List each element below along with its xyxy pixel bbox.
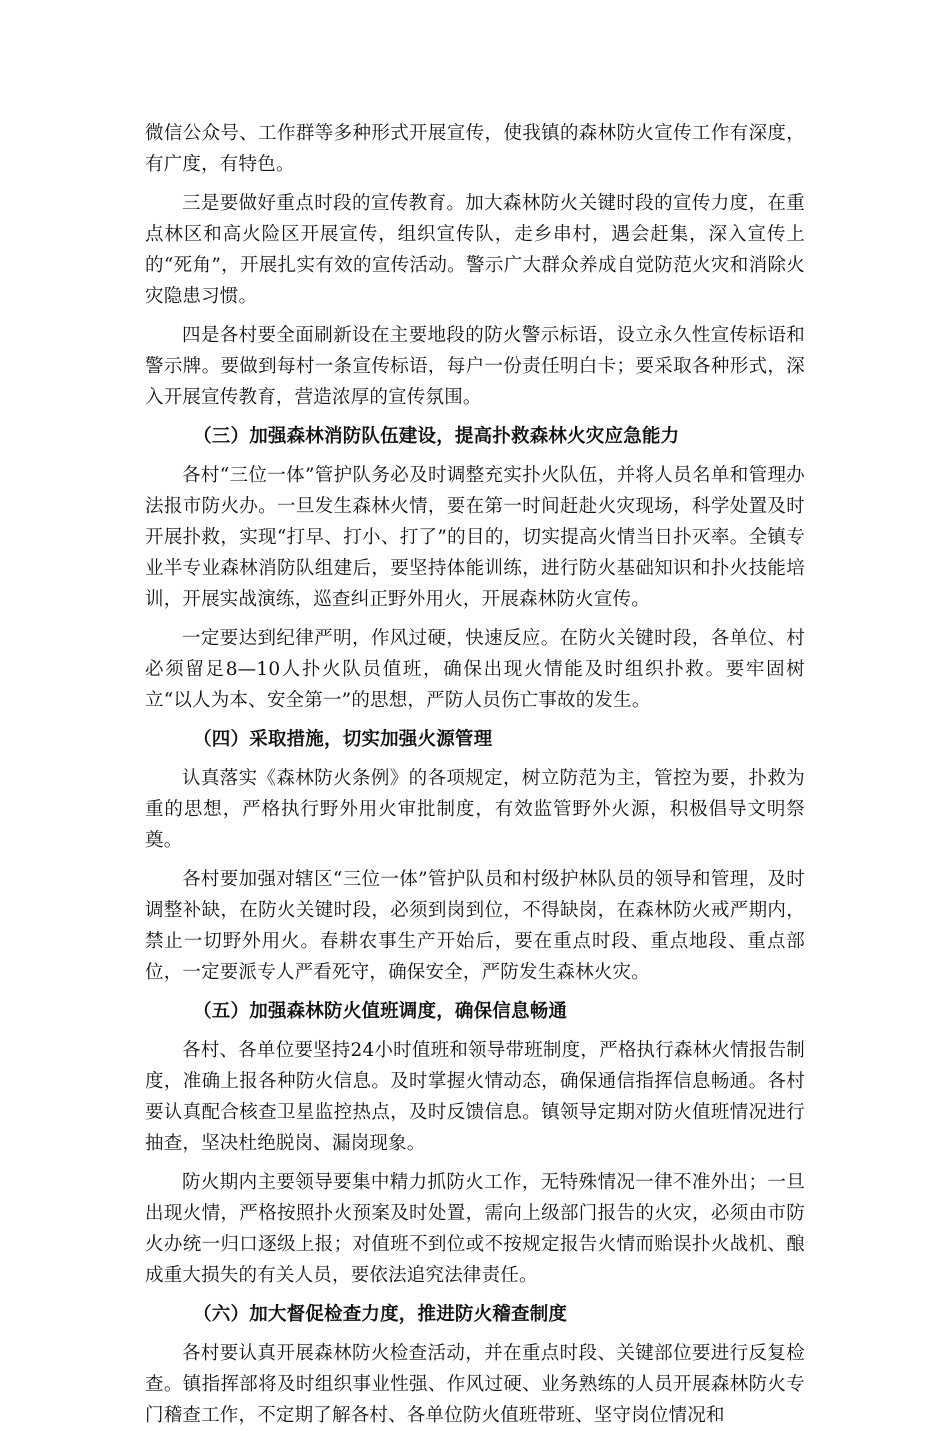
paragraph: 各村、各单位要坚持24小时值班和领导带班制度，严格执行森林火情报告制度，准确上报各种防火信息。及时掌握火情动态，确保通信指挥信息畅通。各村要认真配合核查卫星监控热点，及时反馈信息。镇领导定期对防火值班情况进行抽查，坚决杜绝脱岗、漏岗现象。 — [145, 1040, 805, 1154]
document-body — [145, 118, 805, 1431]
section-heading: （六）加大督促检查力度，推进防火稽查制度 — [193, 1304, 568, 1325]
section-heading: （五）加强森林防火值班调度，确保信息畅通 — [193, 1001, 568, 1022]
section-heading: （三）加强森林消防队伍建设，提高扑救森林火灾应急能力 — [193, 426, 680, 447]
paragraph: 防火期内主要领导要集中精力抓防火工作，无特殊情况一律不准外出；一旦出现火情，严格按照扑火预案及时处置，需向上级部门报告的火灾，必须由市防火办统一归口逐级上报；对值班不到位或不按规定报告火情而贻误扑火战机、酿成重大损失的有关人员，要依法追究法律责任。 — [145, 1172, 805, 1286]
section-heading: （四）采取措施，切实加强火源管理 — [193, 729, 493, 750]
paragraph: 各村要认真开展森林防火检查活动，并在重点时段、关键部位要进行反复检查。镇指挥部将及时组织事业性强、作风过硬、业务熟练的人员开展森林防火专门稽查工作，不定期了解各村、各单位防火值班带班、坚守岗位情况和 — [145, 1343, 805, 1426]
paragraph: 认真落实《森林防火条例》的各项规定，树立防范为主，管控为要，扑救为重的思想，严格执行野外用火审批制度，有效监管野外火源，积极倡导文明祭奠。 — [145, 768, 805, 851]
paragraph: 三是要做好重点时段的宣传教育。加大森林防火关键时段的宣传力度，在重点林区和高火险区开展宣传，组织宣传队，走乡串村，遇会赶集，深入宣传上的“死角”，开展扎实有效的宣传活动。警示广大群众养成自觉防范火灾和消除火灾隐患习惯。 — [145, 193, 805, 307]
paragraph: 微信公众号、工作群等多种形式开展宣传，使我镇的森林防火宣传工作有深度，有广度，有特色。 — [145, 123, 805, 175]
paragraph: 一定要达到纪律严明，作风过硬，快速反应。在防火关键时段，各单位、村必须留足8—10人扑火队员值班，确保出现火情能及时组织扑救。要牢固树立“以人为本、安全第一”的思想，严防人员伤亡事故的发生。 — [145, 628, 805, 711]
paragraph: 四是各村要全面刷新设在主要地段的防火警示标语，设立永久性宣传标语和警示牌。要做到每村一条宣传标语，每户一份责任明白卡；要采取各种形式，深入开展宣传教育，营造浓厚的宣传氛围。 — [145, 325, 805, 408]
paragraph: 各村“三位一体”管护队务必及时调整充实扑火队伍，并将人员名单和管理办法报市防火办。一旦发生森林火情，要在第一时间赶赴火灾现场，科学处置及时开展扑救，实现“打早、打小、打了”的目的，切实提高火情当日扑灭率。全镇专业半专业森林消防队组建后，要坚持体能训练，进行防火基础知识和扑火技能培训，开展实战演练，巡查纠正野外用火，开展森林防火宣传。 — [145, 465, 805, 610]
paragraph: 各村要加强对辖区“三位一体”管护队员和村级护林队员的领导和管理，及时调整补缺，在防火关键时段，必须到岗到位，不得缺岗，在森林防火戒严期内，禁止一切野外用火。春耕农事生产开始后，要在重点时段、重点地段、重点部位，一定要派专人严看死守，确保安全，严防发生森林火灾。 — [145, 869, 805, 983]
